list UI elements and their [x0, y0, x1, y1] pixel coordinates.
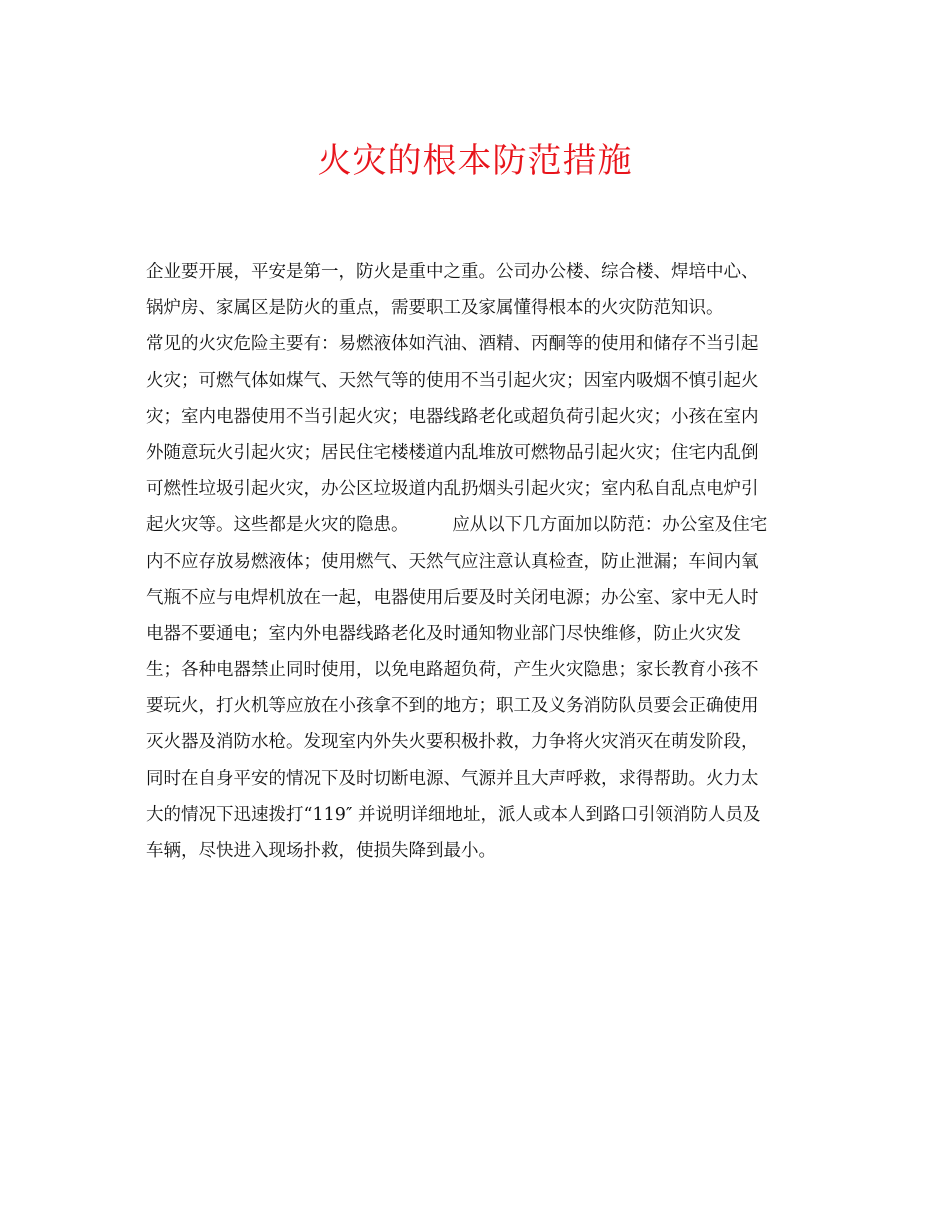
body-line: 可燃性垃圾引起火灾，办公区垃圾道内乱扔烟头引起火灾；室内私自乱点电炉引	[146, 479, 759, 500]
body-line: 灾；室内电器使用不当引起火灾；电器线路老化或超负荷引起火灾；小孩在室内	[146, 406, 759, 427]
body-line: 车辆，尽快进入现场扑救，使损失降到最小。	[146, 841, 496, 861]
body-line: 火灾；可燃气体如煤气、天然气等的使用不当引起火灾；因室内吸烟不慎引起火	[146, 370, 759, 391]
body-line: 气瓶不应与电焊机放在一起，电器使用后要及时关闭电源；办公室、家中无人时	[146, 587, 759, 608]
body-line: 灭火器及消防水枪。发现室内外失火要积极扑救，力争将火灾消灭在萌发阶段，	[146, 732, 759, 753]
document-title: 火灾的根本防范措施	[317, 141, 633, 181]
body-line: 企业要开展，平安是第一，防火是重中之重。公司办公楼、综合楼、焊培中心、	[146, 262, 759, 282]
body-line: 锅炉房、家属区是防火的重点，需要职工及家属懂得根本的火灾防范知识。	[146, 298, 724, 319]
body-line: 同时在自身平安的情况下及时切断电源、气源并且大声呼救，求得帮助。火力太	[146, 768, 759, 789]
document-body	[146, 254, 806, 869]
body-line: 大的情况下迅速拨打“119″ 并说明详细地址，派人或本人到路口引领消防人员及	[146, 804, 761, 825]
body-line: 生；各种电器禁止同时使用，以免电路超负荷，产生火灾隐患；家长教育小孩不	[146, 660, 759, 681]
body-line: 内不应存放易燃液体；使用燃气、天然气应注意认真检查，防止泄漏；车间内氧	[146, 551, 759, 572]
body-line: 起火灾等。这些都是火灾的隐患。 应从以下几方面加以防范：办公室及住宅	[146, 515, 768, 536]
body-line: 电器不要通电；室内外电器线路老化及时通知物业部门尽快维修，防止火灾发	[146, 623, 741, 644]
body-line: 要玩火，打火机等应放在小孩拿不到的地方；职工及义务消防队员要会正确使用	[146, 696, 759, 717]
body-line: 常见的火灾危险主要有：易燃液体如汽油、酒精、丙酮等的使用和储存不当引起	[146, 334, 759, 355]
body-line: 外随意玩火引起火灾；居民住宅楼楼道内乱堆放可燃物品引起火灾；住宅内乱倒	[146, 442, 759, 463]
